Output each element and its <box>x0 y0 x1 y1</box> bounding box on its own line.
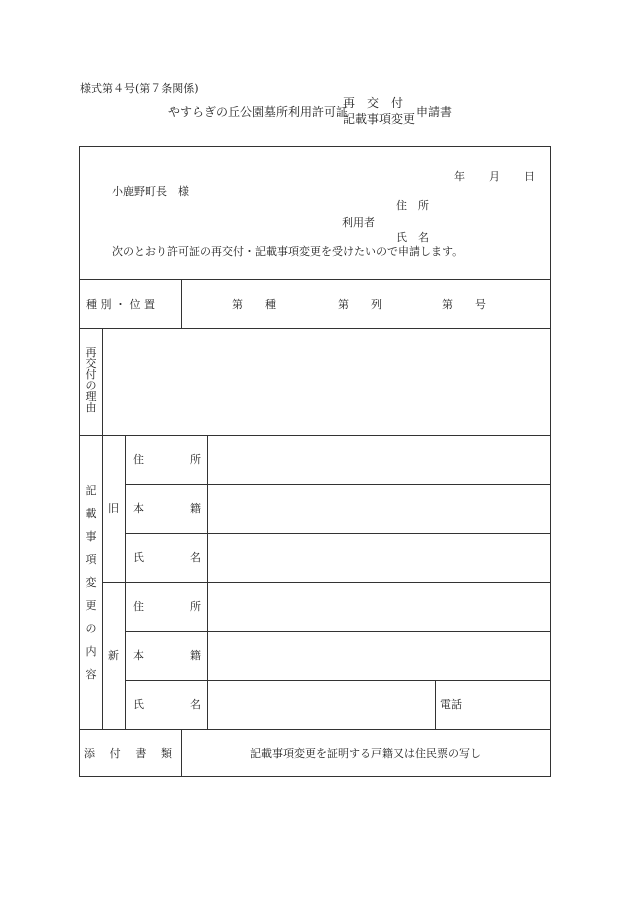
title-reissue: 再交付 <box>343 96 416 110</box>
new-address-label: 住所 <box>133 600 201 613</box>
location-kind: 第 種 <box>232 298 276 311</box>
row-divider <box>80 279 550 280</box>
row-divider <box>102 582 550 583</box>
new-domicile-label: 本籍 <box>133 649 201 662</box>
date-day: 日 <box>524 170 535 183</box>
applicant-address-label: 住 所 <box>396 199 429 212</box>
attachments-label: 添 付 書 類 <box>84 747 172 760</box>
column-divider <box>435 680 436 729</box>
form-number: 様式第４号(第７条関係) <box>80 82 199 95</box>
date-month: 月 <box>489 170 500 183</box>
attachments-content: 記載事項変更を証明する戸籍又は住民票の写し <box>250 747 481 760</box>
column-divider <box>125 435 126 729</box>
row-divider <box>125 533 550 534</box>
new-name-label: 氏名 <box>133 698 201 711</box>
row-divider <box>80 435 550 436</box>
title-prefix: やすらぎの丘公園墓所利用許可証 <box>168 105 349 119</box>
date-year: 年 <box>454 170 465 183</box>
location-row: 第 列 <box>338 298 382 311</box>
phone-label: 電話 <box>440 698 462 711</box>
title-suffix: 申請書 <box>416 105 453 119</box>
new-label: 新 <box>108 649 119 662</box>
title-change: 記載事項変更 <box>343 112 416 126</box>
old-name-label: 氏名 <box>133 551 201 564</box>
row-divider <box>125 631 550 632</box>
application-statement: 次のとおり許可証の再交付・記載事項変更を受けたいので申請します。 <box>112 245 464 258</box>
applicant-name-label: 氏 名 <box>396 231 429 244</box>
change-content-label: 記 載 事 項 変 更 の 内 容 <box>85 484 97 681</box>
document-title <box>0 97 630 127</box>
location-number: 第 号 <box>442 298 486 311</box>
column-divider <box>181 279 182 328</box>
reissue-reason-label: 再 交 付 の 理 由 <box>85 346 97 414</box>
column-divider <box>207 435 208 729</box>
column-divider <box>102 328 103 729</box>
row-divider <box>125 484 550 485</box>
old-address-label: 住所 <box>133 453 201 466</box>
row-divider <box>80 729 550 730</box>
location-label: 種 別 ・ 位 置 <box>86 298 155 311</box>
addressee: 小鹿野町長 様 <box>112 185 189 198</box>
row-divider <box>125 680 550 681</box>
row-divider <box>80 328 550 329</box>
old-label: 旧 <box>108 502 119 515</box>
applicant-label: 利用者 <box>342 216 375 229</box>
application-form-table <box>79 146 551 777</box>
old-domicile-label: 本籍 <box>133 502 201 515</box>
